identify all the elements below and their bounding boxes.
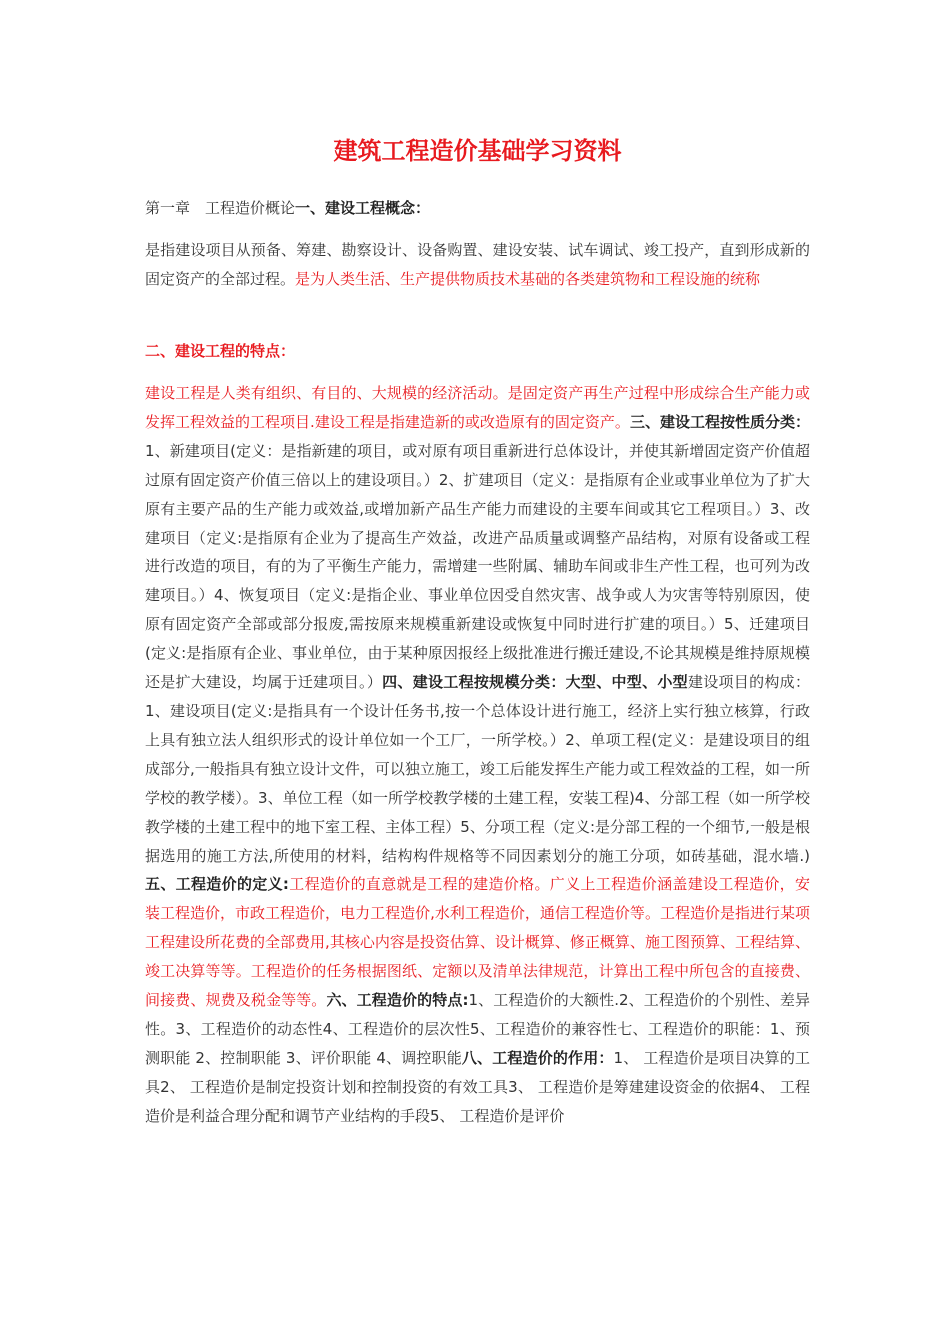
section-heading-2: 二、建设工程的特点： bbox=[145, 342, 296, 360]
section-heading-5: 五、工程造价的定义: bbox=[145, 875, 289, 894]
paragraph-1-highlight: 是为人类生活、生产提供物质技术基础的各类建筑物和工程设施的统称 bbox=[295, 270, 761, 288]
section-heading-8: 八、工程造价的作用： bbox=[461, 1048, 614, 1067]
paragraph-2-text-1: 1、新建项目(定义：是指新建的项目，或对原有项目重新进行总体设计，并使其新增固定资产价值超过原有固定资产价值三倍以上的建设项目。）2、扩建项目（定义：是指原有企业或事业单位为了扩大原有主要产品的生产能力或效益,或增加新产品生产能力而建设的主要车间或其它工程项目。）3、改建项目（定义:是指原有企业为了提高生产效益，改进产品质量或调整产品结构，对原有设备或工程进行改造的项目，有的为了平衡生产能力，需增建一些附属、辅助车间或非生产性工程，也可列为改建项目。）4、恢复项目（定义:是指企业、事业单位因受自然灾害、战争或人为灾害等特别原因，使原有固定资产全部或部分报废,需按原来规模重新建设或恢复中同时进行扩建的项目。）5、迁建项目(定义:是指原有企业、事业单位，由于某种原因报经上级批准进行搬迁建设,不论其规模是维持原规模还是扩大建设，均属于迁建项目。） bbox=[145, 441, 810, 692]
section-heading-6: 六、工程造价的特点: bbox=[326, 991, 469, 1010]
paragraph-2-text-4: 1、 工程造价是项目决算的工具2、 工程造价是制定投资计划和控制投资的有效工具3、 工程造价是筹建建设资金的依据4、 工程造价是利益合理分配和调节产业结构的手段5、 工程造价是评价 bbox=[145, 1048, 810, 1125]
paragraph-2-text-3: 1、工程造价的大额性.2、工程造价的个别性、差异性。3、工程造价的动态性4、工程造价的层次性5、工程造价的兼容性七、工程造价的职能：1、预测职能 2、控制职能 3、评价职能 4、调控职能 bbox=[145, 991, 810, 1067]
section-heading-1: 一、建设工程概念： bbox=[295, 199, 431, 217]
paragraph-2 bbox=[145, 379, 810, 1131]
paragraph-2-highlight-2: 工程造价的直意就是工程的建造价格。广义上工程造价涵盖建设工程造价，安装工程造价，市政工程造价，电力工程造价,水利工程造价，通信工程造价等。工程造价是指进行某项工程建设所花费的全部费用,其核心内容是投资估算、设计概算、修正概算、施工图预算、工程结算、竣工决算等等。工程造价的任务根据图纸、定额以及清单法律规范，计算出工程中所包含的直接费、间接费、规费及税金等等。 bbox=[145, 875, 810, 1010]
paragraph-2-text-2: 建设项目的构成：1、建设项目(定义:是指具有一个设计任务书,按一个总体设计进行施工，经济上实行独立核算，行政上具有独立法人组织形式的设计单位如一个工厂，一所学校。）2、单项工程(定义：是建设项目的组成部分,一般指具有独立设计文件，可以独立施工，竣工后能发挥生产能力或工程效益的工程，如一所学校的教学楼）。3、单位工程（如一所学校教学楼的土建工程，安装工程)4、分部工程（如一所学校教学楼的土建工程中的地下室工程、主体工程）5、分项工程（定义:是分部工程的一个细节,一般是根据选用的施工方法,所使用的材料，结构构件规格等不同因素划分的施工分项，如砖基础，混水墙.) bbox=[145, 673, 810, 865]
chapter-prefix: 第一章 工程造价概论 bbox=[145, 199, 296, 217]
section-heading-3: 三、建设工程按性质分类： bbox=[629, 412, 810, 431]
paragraph-2-highlight-1: 建设工程是人类有组织、有目的、大规模的经济活动。是固定资产再生产过程中形成综合生产能力或发挥工程效益的工程项目.建设工程是指建造新的或改造原有的固定资产。 bbox=[145, 384, 810, 431]
document-title: 建筑工程造价基础学习资料 bbox=[333, 137, 622, 165]
section-heading-4: 四、建设工程按规模分类：大型、中型、小型 bbox=[382, 673, 688, 692]
chapter-heading bbox=[145, 195, 810, 221]
paragraph-1 bbox=[145, 236, 810, 294]
paragraph-1-text: 是指建设项目从预备、筹建、勘察设计、设备购置、建设安装、试车调试、竣工投产，直到形成新的固定资产的全部过程。 bbox=[145, 241, 810, 288]
